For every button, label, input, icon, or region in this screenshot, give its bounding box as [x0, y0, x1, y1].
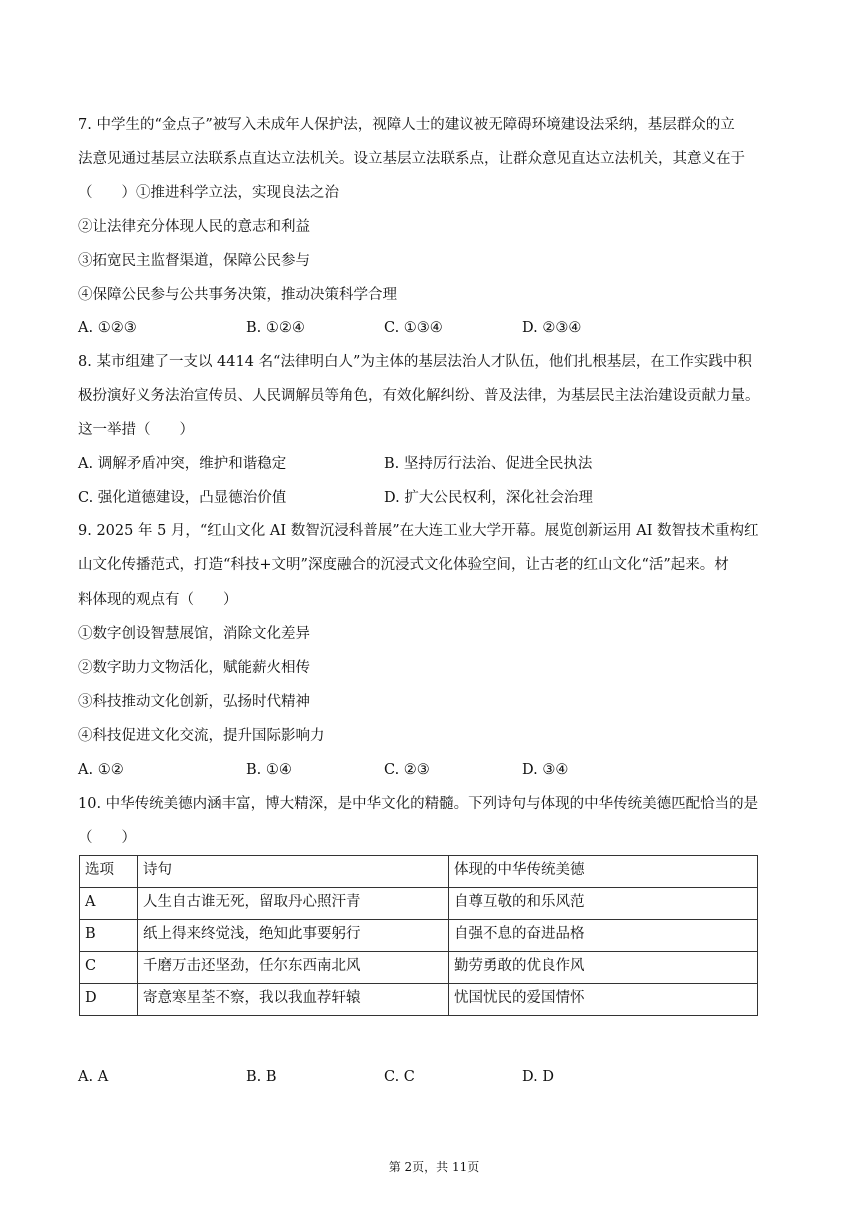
q8-option-c: C. 强化道德建设，凸显德治价值: [78, 490, 287, 506]
q9-statement-4: ④科技促进文化交流，提升国际影响力: [78, 728, 325, 744]
table-header-cell: 体现的中华传统美德: [449, 856, 758, 888]
q8-options-row1: [78, 454, 778, 474]
q8-stem-line1: 8. 某市组建了一支以 4414 名“法律明白人”为主体的基层法治人才队伍，他们扎根基层，在工作实践中积: [78, 354, 752, 370]
q7-statement-2: ②让法律充分体现人民的意志和利益: [78, 219, 310, 235]
q9-stem-line3: 料体现的观点有（ ）: [78, 592, 238, 608]
q8-option-a: A. 调解矛盾冲突，维护和谐稳定: [78, 456, 287, 472]
table-cell: 纸上得来终觉浅，绝知此事要躬行: [138, 920, 449, 952]
table-header-cell: 诗句: [138, 856, 449, 888]
q10-stem-line1: 10. 中华传统美德内涵丰富，博大精深，是中华文化的精髓。下列诗句与体现的中华传统美德匹配恰当的是: [78, 796, 759, 812]
table-cell: 忧国忧民的爱国情怀: [449, 984, 758, 1016]
q8-option-d: D. 扩大公民权利，深化社会治理: [384, 490, 593, 506]
q10-options: [78, 1067, 778, 1087]
table-cell: 千磨万击还坚劲，任尔东西南北风: [138, 952, 449, 984]
table-header-cell: 选项: [80, 856, 138, 888]
table-cell: 人生自古谁无死，留取丹心照汗青: [138, 888, 449, 920]
table-cell: 勤劳勇敢的优良作风: [449, 952, 758, 984]
q7-option-c: C. ①③④: [384, 320, 443, 336]
q9-option-c: C. ②③: [384, 762, 430, 778]
q7-stem-line3: （ ）①推进科学立法，实现良法之治: [78, 185, 339, 201]
q8-options-row2: [78, 488, 778, 508]
q8-option-b: B. 坚持厉行法治、促进全民执法: [384, 456, 593, 472]
q9-options: [78, 760, 778, 780]
table-cell: C: [80, 952, 138, 984]
table-row: [80, 888, 758, 920]
q9-statement-1: ①数字创设智慧展馆，消除文化差异: [78, 626, 310, 642]
q10-stem-line2: （ ）: [78, 830, 136, 846]
q10-option-b: B. B: [246, 1069, 277, 1085]
q7-option-b: B. ①②④: [246, 320, 305, 336]
q8-stem-line3: 这一举措（ ）: [78, 422, 194, 438]
table-cell: 自强不息的奋进品格: [449, 920, 758, 952]
q9-stem-line1: 9. 2025 年 5 月，“红山文化 AI 数智沉浸科普展”在大连工业大学开幕。展览创新运用 AI 数智技术重构红: [78, 523, 759, 539]
q9-stem-line2: 山文化传播范式，打造“科技+文明”深度融合的沉浸式文化体验空间，让古老的红山文化“活”起来。材: [78, 557, 729, 573]
q7-statement-3: ③拓宽民主监督渠道，保障公民参与: [78, 253, 310, 269]
q7-options: [78, 318, 778, 338]
q9-statement-2: ②数字助力文物活化，赋能薪火相传: [78, 660, 310, 676]
table-cell: D: [80, 984, 138, 1016]
table-cell: A: [80, 888, 138, 920]
q7-option-a: A. ①②③: [78, 320, 137, 336]
table-cell: 自尊互敬的和乐风范: [449, 888, 758, 920]
table-header-row: [80, 856, 758, 888]
q9-statement-3: ③科技推动文化创新，弘扬时代精神: [78, 694, 310, 710]
table-cell: 寄意寒星荃不察，我以我血荐轩辕: [138, 984, 449, 1016]
table-row: [80, 984, 758, 1016]
table-cell: B: [80, 920, 138, 952]
q7-stem-line2: 法意见通过基层立法联系点直达立法机关。设立基层立法联系点，让群众意见直达立法机关，其意义在于: [78, 151, 745, 167]
q10-table: [79, 855, 758, 1016]
q10-option-d: D. D: [522, 1069, 554, 1085]
table-row: [80, 952, 758, 984]
table-row: [80, 920, 758, 952]
page-number-footer: 第 2页，共 11页: [388, 1160, 480, 1174]
q8-stem-line2: 极扮演好义务法治宣传员、人民调解员等角色，有效化解纠纷、普及法律，为基层民主法治建设贡献力量。: [78, 388, 760, 404]
q10-option-c: C. C: [384, 1069, 415, 1085]
q7-option-d: D. ②③④: [522, 320, 582, 336]
q10-option-a: A. A: [78, 1069, 109, 1085]
q7-statement-4: ④保障公民参与公共事务决策，推动决策科学合理: [78, 287, 397, 303]
q9-option-a: A. ①②: [78, 762, 124, 778]
q7-stem-line1: 7. 中学生的“金点子”被写入未成年人保护法，视障人士的建议被无障碍环境建设法采纳，基层群众的立: [78, 117, 735, 133]
q9-option-b: B. ①④: [246, 762, 292, 778]
q9-option-d: D. ③④: [522, 762, 569, 778]
